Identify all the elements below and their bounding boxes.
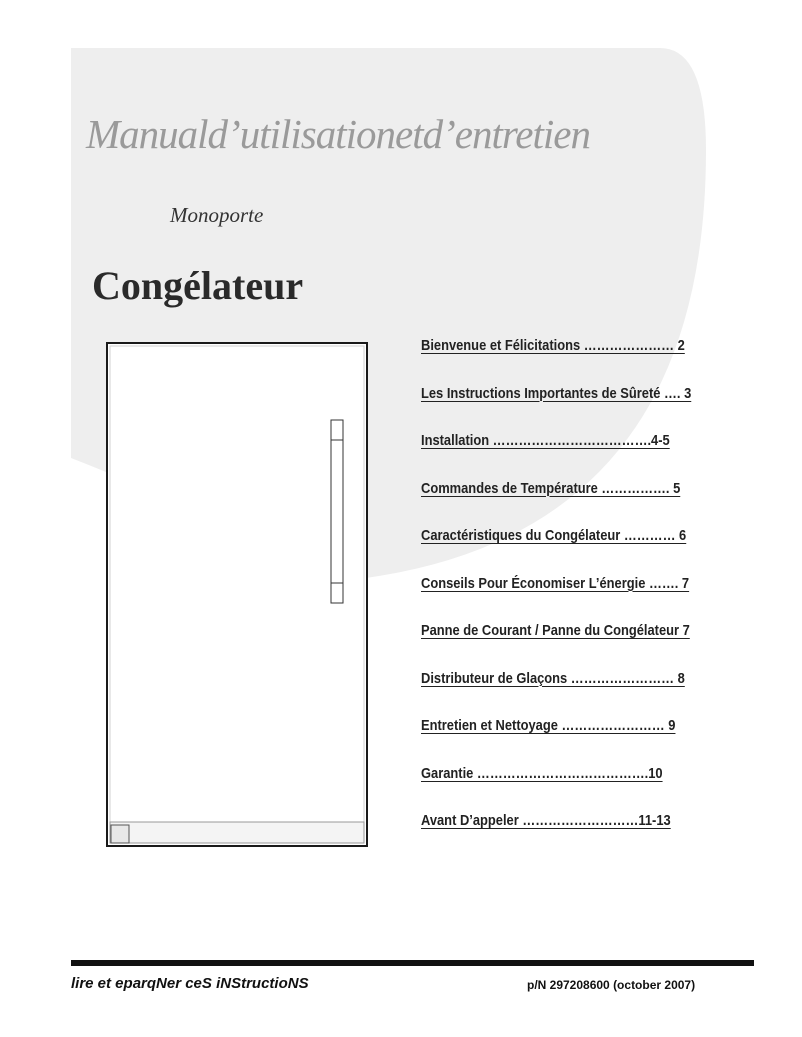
toc-link-distributeur-glacons[interactable]: Distributeur de Glaçons …………………… 8 bbox=[421, 669, 685, 687]
toc-item bbox=[421, 717, 761, 765]
toc-link-bienvenue[interactable]: Bienvenue et Félicitations ………………… 2 bbox=[421, 337, 685, 354]
toc-link-installation[interactable]: Installation ……………………………….4-5 bbox=[421, 432, 670, 449]
toc-item bbox=[421, 575, 761, 623]
toc-link-avant-appeler[interactable]: Avant D’appeler ………………………11-13 bbox=[421, 812, 671, 829]
toc-item bbox=[421, 670, 761, 718]
toc-item bbox=[421, 527, 761, 575]
toc-link-caracteristiques[interactable]: Caractéristiques du Congélateur ………… 6 bbox=[421, 527, 687, 544]
footer-divider bbox=[71, 960, 754, 966]
toc-link-instructions-surete[interactable]: Les Instructions Importantes de Sûreté …. 3 bbox=[421, 384, 692, 402]
table-of-contents bbox=[421, 337, 761, 860]
freezer-illustration bbox=[106, 342, 368, 847]
toc-link-garantie[interactable]: Garantie ………………………………….10 bbox=[421, 764, 663, 782]
toc-item bbox=[421, 765, 761, 813]
toc-link-conseils-energie[interactable]: Conseils Pour Économiser L’énergie ……. 7 bbox=[421, 574, 690, 592]
toc-item bbox=[421, 337, 761, 385]
toc-link-commandes-temperature[interactable]: Commandes de Température ……………. 5 bbox=[421, 479, 681, 497]
toc-item bbox=[421, 812, 761, 860]
toc-item bbox=[421, 622, 761, 670]
footer-instruction: lire et eparqNer ceS iNStructioNS bbox=[71, 975, 309, 992]
toc-item bbox=[421, 385, 761, 433]
subtitle: Monoporte bbox=[170, 203, 264, 227]
toc-item bbox=[421, 480, 761, 528]
toc-link-entretien-nettoyage[interactable]: Entretien et Nettoyage …………………… 9 bbox=[421, 717, 676, 734]
toc-item bbox=[421, 432, 761, 480]
part-number: p/N 297208600 (october 2007) bbox=[527, 978, 696, 992]
product-name: Congélateur bbox=[92, 263, 304, 308]
toc-link-panne-courant[interactable]: Panne de Courant / Panne du Congélateur 7 bbox=[421, 622, 690, 639]
page-title: Manuald’utilisationetd’entretien bbox=[86, 111, 590, 157]
